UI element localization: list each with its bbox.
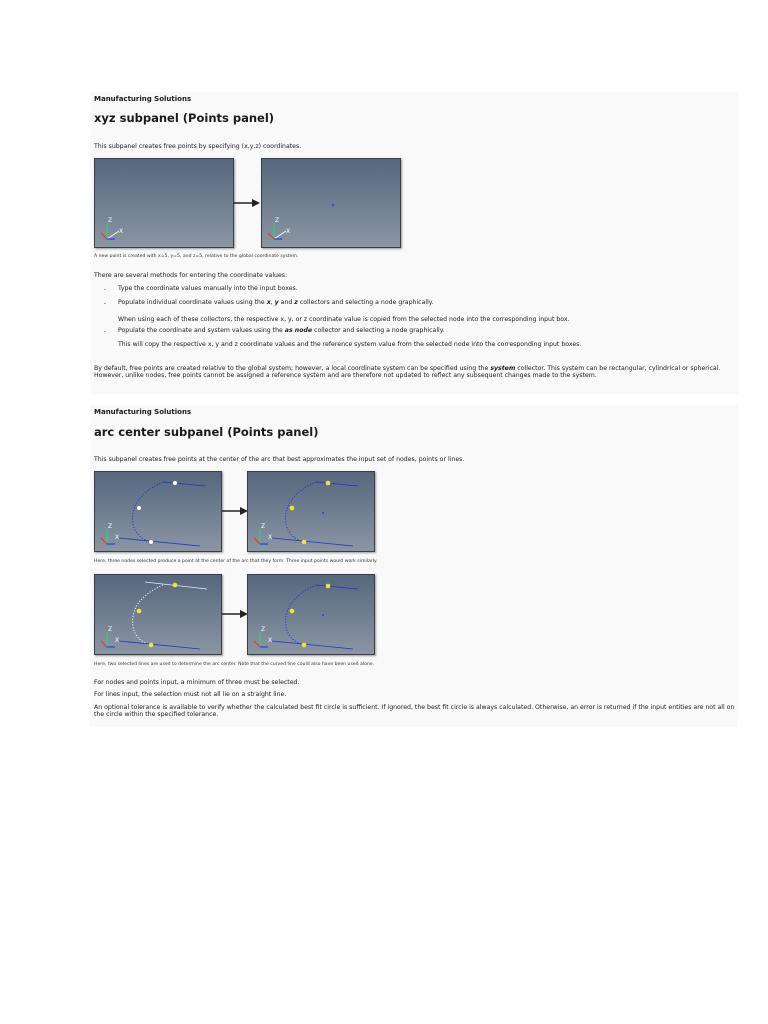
node-marker — [137, 609, 142, 614]
svg-text:Z: Z — [108, 523, 113, 530]
bullet-note: When using each of these collectors, the respective x, y, or z coordinate value is copied from the selected node into the corresponding input box. — [118, 316, 570, 323]
bullet-item: Populate individual coordinate values using the x, y and z collectors and selecting a node graphically. — [118, 299, 434, 306]
svg-text:Y: Y — [262, 546, 266, 551]
node-marker — [290, 609, 295, 614]
intro-text: This subpanel creates free points at the center of the arc that best approximates the input set of nodes, points or lines. — [94, 456, 465, 463]
viewport-nodes-before — [94, 471, 222, 552]
axis-triad-icon — [95, 159, 233, 247]
svg-text:Z: Z — [261, 523, 266, 530]
viewport-lines-after — [247, 574, 375, 655]
bullet-item: Type the coordinate values manually into the input boxes. — [118, 285, 298, 292]
figure-caption: Here, two selected lines are used to determine the arc center. Note that the curved line could also have been used alone. — [94, 662, 375, 667]
node-marker — [149, 643, 154, 648]
page-title: arc center subpanel (Points panel) — [94, 425, 319, 439]
selected-node-marker — [137, 506, 142, 511]
bullet-item: Populate the coordinate and system values using the as node collector and selecting a node graphically. — [118, 327, 445, 334]
node-marker — [326, 584, 331, 589]
note-text: For nodes and points input, a minimum of three must be selected. — [94, 679, 300, 686]
figure-caption: A new point is created with x=5, y=5, and z=5, relative to the global coordinate system. — [94, 254, 299, 259]
methods-intro: There are several methods for entering the coordinate values: — [94, 272, 288, 279]
bullet-marker: - — [104, 286, 107, 293]
svg-text:Y: Y — [109, 546, 113, 551]
right-arrow-icon — [222, 609, 248, 619]
svg-text:X: X — [115, 637, 120, 644]
svg-text:Y: Y — [262, 649, 266, 654]
section-header: Manufacturing Solutions — [94, 408, 192, 416]
body-paragraph: By default, free points are created relative to the global system; however, a local coordinate system can be specified using the system collector. This system can be rectangular, cylindrical or spherical. However, unlike nodes, free points cannot be assigned a reference system and are therefore not updated to reflect any subsequent changes made to the system. — [94, 365, 721, 380]
svg-text:Y: Y — [276, 241, 280, 247]
selected-node-marker — [149, 540, 154, 545]
selected-node-marker — [173, 481, 178, 486]
node-marker — [173, 583, 178, 588]
axis-x-label: X — [119, 228, 124, 235]
arc-center-point — [322, 512, 324, 514]
node-marker — [326, 481, 331, 486]
viewport-before — [94, 158, 234, 248]
bullet-marker: - — [104, 328, 107, 335]
figure-caption: Here, three nodes selected produce a point at the center of the arc that they form. Three input points would work similarly. — [94, 559, 378, 564]
svg-text:Z: Z — [108, 626, 113, 633]
axis-z-label: Z — [108, 217, 113, 224]
viewport-nodes-after — [247, 471, 375, 552]
node-marker — [290, 506, 295, 511]
svg-text:X: X — [115, 534, 120, 541]
svg-text:Z: Z — [275, 217, 280, 224]
new-point-marker — [332, 204, 334, 206]
note-text: For lines input, the selection must not all lie on a straight line. — [94, 691, 287, 698]
bullet-marker: - — [104, 300, 107, 307]
viewport-after — [261, 158, 401, 248]
note-text: An optional tolerance is available to verify whether the calculated best fit circle is sufficient. If ignored, the best fit circle is always calculated. Otherwise, an error is returned if the input entities are not all on the circle within the specified tolerance. — [94, 704, 735, 719]
intro-text: This subpanel creates free points by specifying (x,y,z) coordinates. — [94, 143, 302, 150]
axis-triad-icon — [262, 159, 400, 247]
page-title: xyz subpanel (Points panel) — [94, 111, 275, 125]
section-header: Manufacturing Solutions — [94, 95, 192, 103]
svg-text:X: X — [268, 637, 273, 644]
viewport-lines-before — [94, 574, 222, 655]
svg-text:Y: Y — [109, 649, 113, 654]
node-marker — [302, 643, 307, 648]
right-arrow-icon — [234, 198, 260, 208]
svg-text:X: X — [286, 228, 291, 235]
svg-text:X: X — [268, 534, 273, 541]
arc-center-subpanel-section — [90, 405, 738, 727]
node-marker — [302, 540, 307, 545]
svg-text:Z: Z — [261, 626, 266, 633]
xyz-subpanel-section — [90, 92, 738, 394]
arc-center-point — [322, 614, 324, 616]
right-arrow-icon — [222, 506, 248, 516]
bullet-note: This will copy the respective x, y and z coordinate values and the reference system value from the selected node into the corresponding input boxes. — [118, 341, 582, 348]
axis-y-label: Y — [109, 241, 113, 247]
